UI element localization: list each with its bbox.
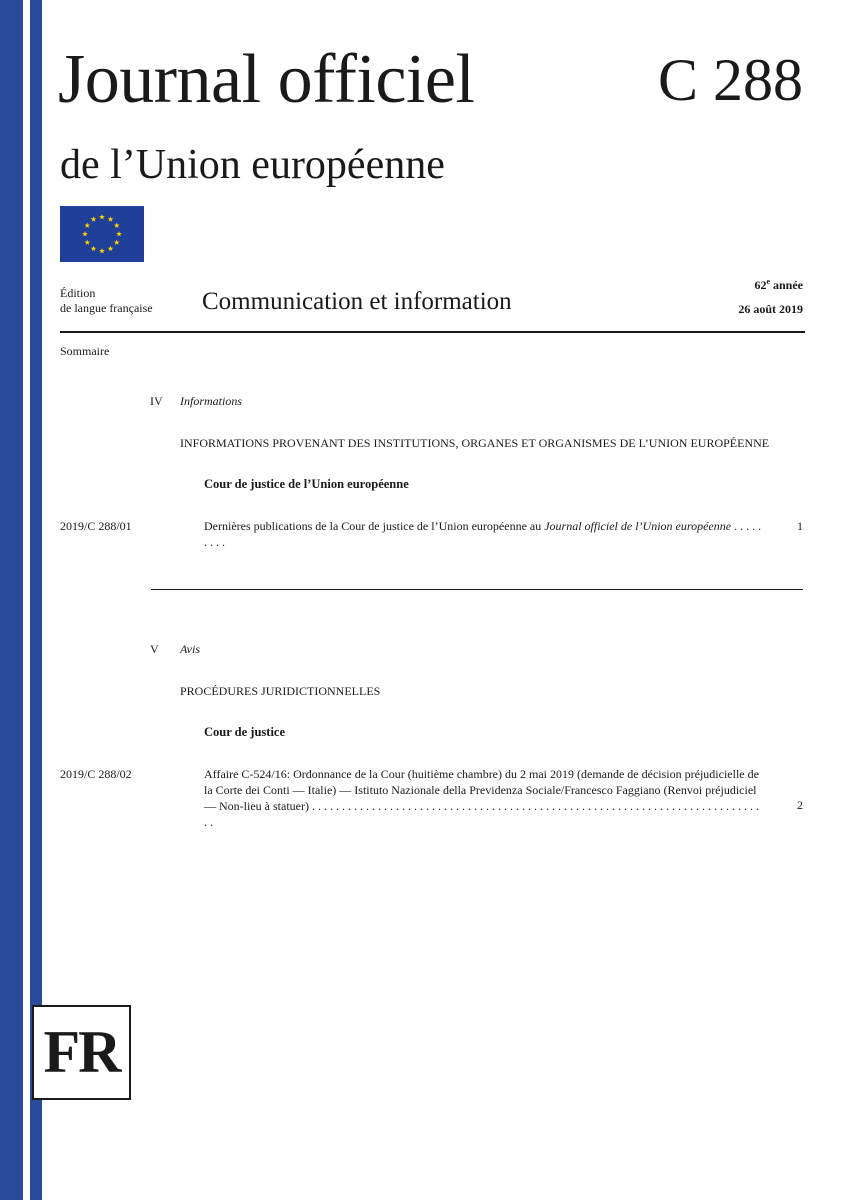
flag-star bbox=[91, 246, 97, 251]
entry-text-1-italic: Journal officiel de l’Union européenne bbox=[544, 519, 732, 533]
entry-text-2: Affaire C-524/16: Ordonnance de la Cour (huitième chambre) du 2 mai 2019 (demande de décision préjudicielle de la Corte dei Conti — Italie) — Istituto Nazionale della Previdenza Sociale/Francesco Faggiano (Renvoi préjudiciel — Non-lieu à statuer) bbox=[204, 767, 759, 813]
year-number: 62 bbox=[754, 278, 767, 292]
section-title: Communication et information bbox=[202, 288, 512, 315]
part-label-v: Avis bbox=[180, 642, 200, 656]
part-heading-iv: INFORMATIONS PROVENANT DES INSTITUTIONS, ORGANES ET ORGANISMES DE L’UNION EUROPÉENNE bbox=[180, 436, 770, 450]
flag-star bbox=[91, 216, 97, 221]
edition-line-2: de langue française bbox=[60, 301, 153, 315]
year-superscript: e bbox=[766, 277, 770, 286]
flag-star bbox=[84, 223, 90, 228]
year-word: année bbox=[770, 278, 803, 292]
journal-subtitle: de l’Union européenne bbox=[60, 142, 445, 188]
entry-ref-1: 2019/C 288/01 bbox=[60, 519, 132, 533]
issue-date: 26 août 2019 bbox=[738, 302, 803, 316]
sommaire-label: Sommaire bbox=[60, 344, 110, 358]
flag-star bbox=[82, 231, 88, 236]
journal-title: Journal officiel bbox=[58, 41, 475, 118]
section-divider bbox=[151, 589, 803, 590]
entry-ref-2: 2019/C 288/02 bbox=[60, 767, 132, 781]
year-label bbox=[754, 274, 803, 293]
entry-2[interactable] bbox=[204, 766, 764, 830]
flag-star bbox=[84, 240, 90, 245]
language-code-box: FR bbox=[32, 1005, 131, 1100]
part-label-iv: Informations bbox=[180, 394, 243, 408]
header-rule bbox=[60, 331, 805, 333]
part-number-iv: IV bbox=[150, 394, 163, 408]
edition-label bbox=[60, 286, 153, 316]
court-heading-2: Cour de justice bbox=[204, 725, 286, 739]
part-heading-v: PROCÉDURES JURIDICTIONNELLES bbox=[180, 684, 381, 698]
flag-star bbox=[114, 240, 120, 245]
eu-flag-icon bbox=[60, 206, 144, 262]
entry-dots-1: . . . . . . . . . bbox=[204, 519, 762, 549]
left-stripe-outer bbox=[0, 0, 23, 1200]
entry-page-2: 2 bbox=[797, 798, 803, 812]
flag-star bbox=[116, 231, 122, 236]
entry-text-1: Dernières publications de la Cour de justice de l’Union européenne au bbox=[204, 519, 545, 533]
flag-star bbox=[99, 214, 105, 219]
flag-star bbox=[108, 216, 114, 221]
part-number-v: V bbox=[150, 642, 159, 656]
flag-star bbox=[108, 246, 114, 251]
court-heading-1: Cour de justice de l’Union européenne bbox=[204, 477, 409, 491]
journal-number: C 288 bbox=[657, 47, 803, 113]
eu-flag-stars bbox=[60, 206, 144, 262]
entry-dots-2: . . . . . . . . . . . . . . . . . . . . . . . . . . . . . . . . . . . . . . . . . . . . . . . . . . . . . . . . . . . . . . . . . . . . . . . . . . . . . bbox=[204, 799, 759, 829]
flag-star bbox=[99, 248, 105, 253]
edition-line-1: Édition bbox=[60, 286, 96, 300]
entry-page-1: 1 bbox=[797, 519, 803, 533]
flag-star bbox=[114, 223, 120, 228]
entry-1[interactable] bbox=[204, 518, 764, 550]
